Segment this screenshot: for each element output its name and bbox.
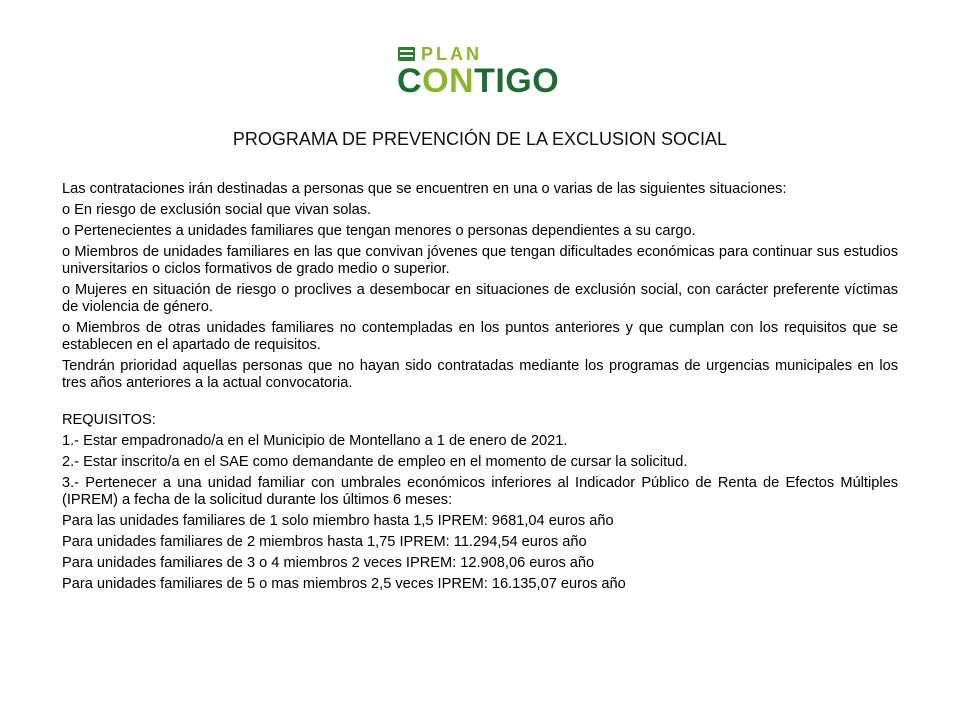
situation-item: o Pertenecientes a unidades familiares que tengan menores o personas dependientes a su cargo. [62,223,696,239]
logo-contigo-text [397,62,559,100]
situation-item: o Miembros de otras unidades familiares no contempladas en los puntos anteriores y que cumplan con los requisitos que se establecen en el apartado de requisitos. [62,320,898,353]
income-threshold-item: Para unidades familiares de 3 o 4 miembros 2 veces IPREM: 12.908,06 euros año [62,555,595,571]
logo-contigo-part1: C [397,62,423,100]
situation-item: o Miembros de unidades familiares en las que convivan jóvenes que tengan dificultades económicas para continuar sus estudios universitarios o ciclos formativos de grado medio o superior. [62,244,898,277]
requisitos-heading: REQUISITOS: [62,412,156,428]
income-threshold-item: Para las unidades familiares de 1 solo miembro hasta 1,5 IPREM: 9681,04 euros año [62,513,614,529]
requisito-item: 3.- Pertenecer a una unidad familiar con umbrales económicos inferiores al Indicador Público de Renta de Efectos Múltiples (IPREM) a fecha de la solicitud durante los últimos 6 meses: [62,475,898,508]
income-threshold-item: Para unidades familiares de 5 o mas miembros 2,5 veces IPREM: 16.135,07 euros año [62,576,626,592]
requisito-item: 1.- Estar empadronado/a en el Municipio de Montellano a 1 de enero de 2021. [62,433,568,449]
situation-item: o Mujeres en situación de riesgo o proclives a desembocar en situaciones de exclusión social, con carácter preferente víctimas de violencia de género. [62,282,898,315]
income-threshold-item: Para unidades familiares de 2 miembros hasta 1,75 IPREM: 11.294,54 euros año [62,534,587,550]
requisito-item: 2.- Estar inscrito/a en el SAE como demandante de empleo en el momento de cursar la solicitud. [62,454,688,470]
plan-contigo-logo [397,44,577,100]
document-body [62,181,898,597]
page-title: PROGRAMA DE PREVENCIÓN DE LA EXCLUSION SOCIAL [232,129,728,149]
logo-plan-text: PLAN [421,44,482,64]
priority-paragraph: Tendrán prioridad aquellas personas que no hayan sido contratadas mediante los programas de urgencias municipales en los tres años anteriores a la actual convocatoria. [62,358,898,391]
situation-item: o En riesgo de exclusión social que vivan solas. [62,202,372,218]
logo-contigo-part3: TIGO [474,62,560,100]
intro-paragraph: Las contrataciones irán destinadas a personas que se encuentren en una o varias de las siguientes situaciones: [62,181,787,197]
junta-badge-icon [398,47,415,61]
logo-contigo-part2: ON [422,62,475,100]
